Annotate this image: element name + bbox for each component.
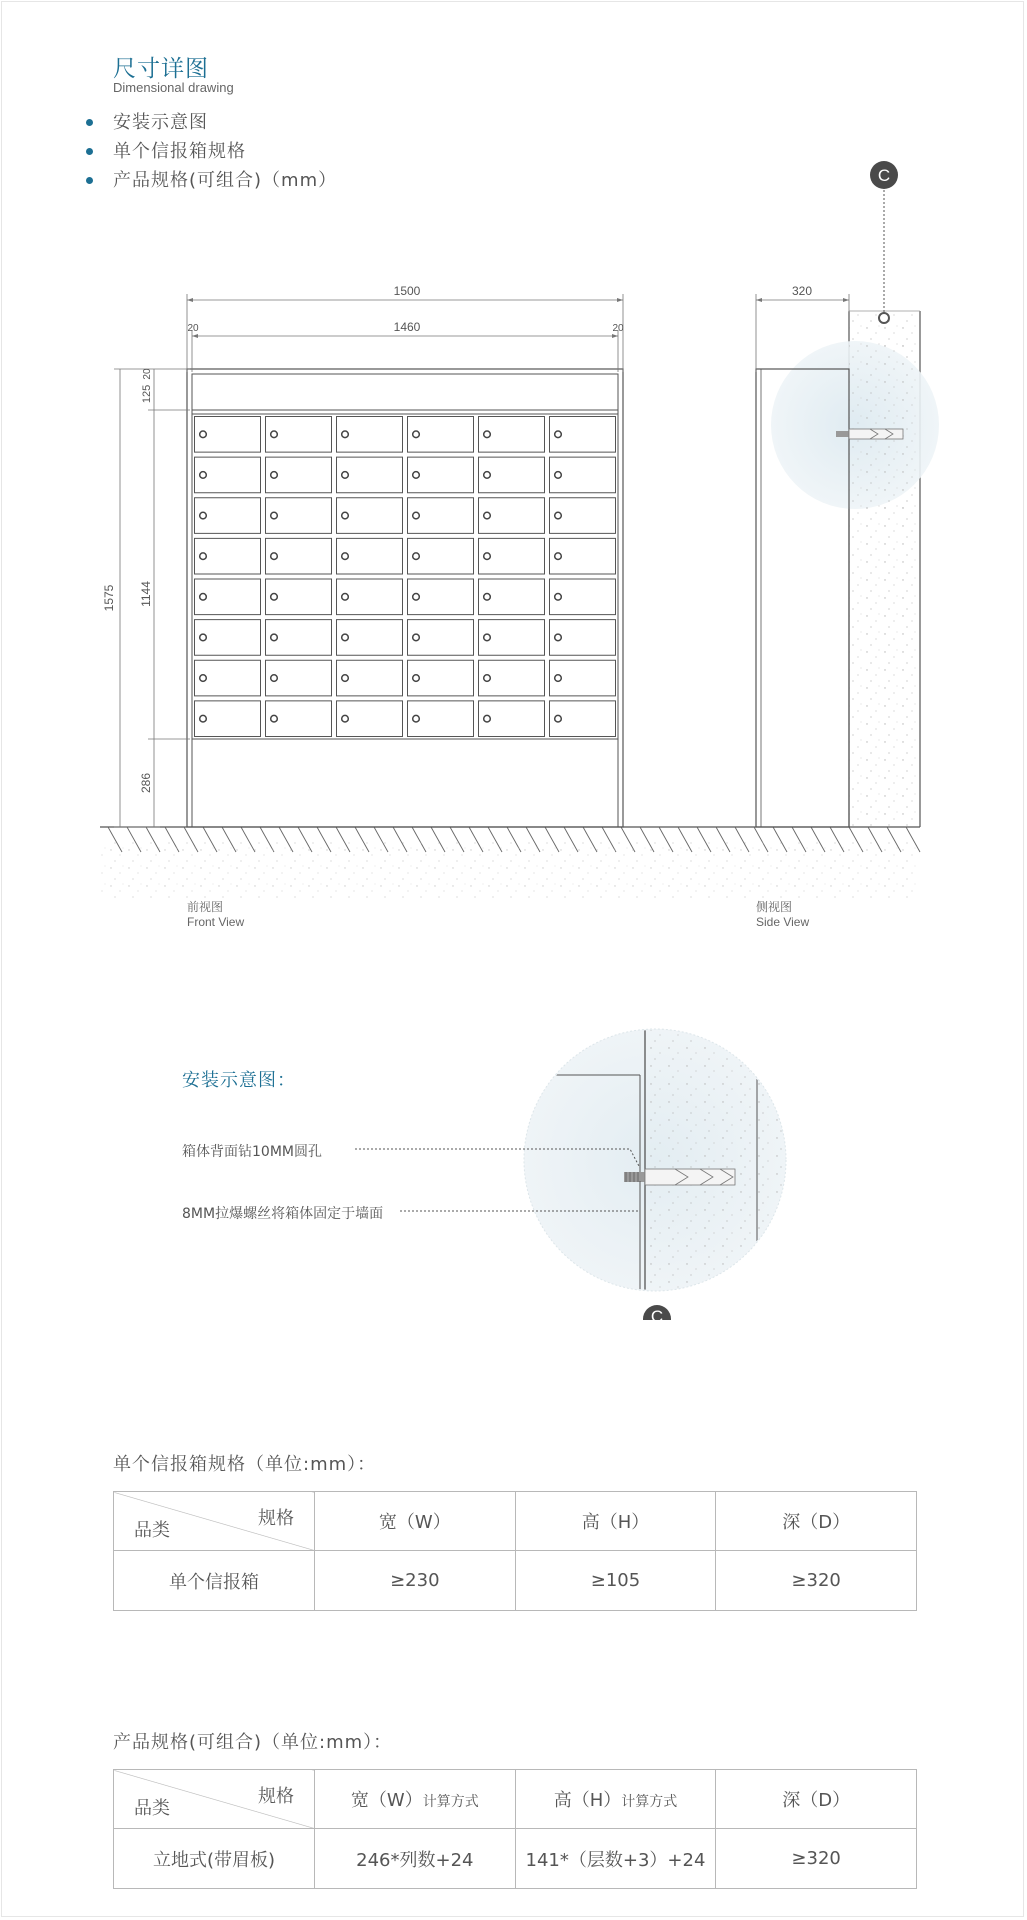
dim-overall-width: 1500 (393, 284, 421, 298)
lock-icon (413, 634, 420, 641)
dim-top-gap: 20 (142, 368, 153, 380)
table-row (114, 1829, 917, 1889)
install-detail (0, 1000, 1027, 1320)
product-spec-table (113, 1769, 917, 1889)
lock-icon (413, 553, 420, 560)
front-view-caption: 前视图 Front View (187, 900, 245, 929)
bullet-item: 安装示意图 (86, 108, 337, 137)
header-width: 宽（W） (315, 1492, 516, 1551)
install-note-drill: 箱体背面钻10MM圆孔 (182, 1144, 322, 1160)
table-header-row (114, 1770, 917, 1829)
cell-depth: ≥320 (716, 1551, 917, 1611)
lock-icon (342, 472, 349, 479)
lock-icon (271, 512, 278, 519)
header-depth: 深（D） (716, 1492, 917, 1551)
row-label: 单个信报箱 (114, 1551, 315, 1611)
lock-icon (200, 431, 207, 438)
lock-icon (271, 472, 278, 479)
table-corner-cell: 规格 品类 (114, 1770, 315, 1829)
lock-icon (342, 553, 349, 560)
cell-depth: ≥320 (716, 1829, 917, 1889)
lock-icon (484, 594, 491, 601)
lock-icon (200, 512, 207, 519)
lock-icon (271, 594, 278, 601)
lock-icon (484, 715, 491, 722)
lock-icon (555, 634, 562, 641)
header-depth: 深（D） (716, 1770, 917, 1829)
page-title: 尺寸详图 (113, 56, 209, 82)
table-corner-cell: 规格 品类 (114, 1492, 315, 1551)
lock-icon (342, 512, 349, 519)
lock-icon (342, 594, 349, 601)
lock-icon (484, 634, 491, 641)
mailbox-grid (195, 417, 616, 737)
single-box-spec-table (113, 1491, 917, 1611)
lock-icon (555, 715, 562, 722)
lock-icon (342, 675, 349, 682)
dim-depth: 320 (791, 284, 813, 298)
page-subtitle: Dimensional drawing (113, 80, 234, 95)
dim-box-section: 1144 (139, 581, 153, 607)
lock-icon (484, 431, 491, 438)
callout-marker-label: C (877, 166, 891, 185)
lock-icon (555, 675, 562, 682)
lock-icon (271, 634, 278, 641)
lock-icon (200, 675, 207, 682)
lock-icon (271, 715, 278, 722)
row-label: 立地式(带眉板) (114, 1829, 315, 1889)
lock-icon (555, 594, 562, 601)
lock-icon (342, 431, 349, 438)
lock-icon (200, 594, 207, 601)
install-note-bolt: 8MM拉爆螺丝将箱体固定于墙面 (182, 1206, 384, 1222)
lock-icon (484, 512, 491, 519)
lock-icon (413, 431, 420, 438)
cell-width: ≥230 (315, 1551, 516, 1611)
lock-icon (484, 675, 491, 682)
lock-icon (271, 431, 278, 438)
lock-icon (200, 472, 207, 479)
cell-width: 246*列数+24 (315, 1829, 516, 1889)
lock-icon (413, 472, 420, 479)
lock-icon (555, 431, 562, 438)
cell-height: 141*（层数+3）+24 (515, 1829, 716, 1889)
bullet-item: 单个信报箱规格 (86, 137, 337, 166)
dim-inner-width: 1460 (393, 320, 421, 334)
table1-title: 单个信报箱规格（单位:mm）： (113, 1454, 377, 1475)
dim-margin-left: 20 (187, 323, 199, 334)
header-width: 宽（W）计算方式 (315, 1770, 516, 1829)
lock-icon (555, 472, 562, 479)
side-view-caption: 侧视图 Side View (756, 900, 810, 929)
lock-icon (555, 553, 562, 560)
lock-icon (484, 472, 491, 479)
lock-icon (555, 512, 562, 519)
dim-margin-right: 20 (612, 323, 624, 334)
cell-height: ≥105 (515, 1551, 716, 1611)
bullet-item: 产品规格(可组合)（mm） (86, 166, 337, 195)
lock-icon (413, 512, 420, 519)
dim-total-height: 1575 (102, 584, 116, 612)
table2-title: 产品规格(可组合)（单位:mm）： (113, 1732, 393, 1753)
header-height: 高（H）计算方式 (515, 1770, 716, 1829)
callout-marker-bottom-label: C (650, 1307, 664, 1326)
lock-icon (271, 553, 278, 560)
lock-icon (413, 675, 420, 682)
lock-icon (200, 715, 207, 722)
table-row (114, 1551, 917, 1611)
header-height: 高（H） (515, 1492, 716, 1551)
lock-icon (413, 715, 420, 722)
lock-icon (200, 553, 207, 560)
lock-icon (342, 634, 349, 641)
lock-icon (200, 634, 207, 641)
table-header-row (114, 1492, 917, 1551)
install-title: 安装示意图： (182, 1070, 296, 1091)
lock-icon (271, 675, 278, 682)
dim-bottom-height: 286 (139, 772, 153, 794)
dim-top-band: 125 (141, 384, 153, 404)
lock-icon (484, 553, 491, 560)
lock-icon (413, 594, 420, 601)
lock-icon (342, 715, 349, 722)
